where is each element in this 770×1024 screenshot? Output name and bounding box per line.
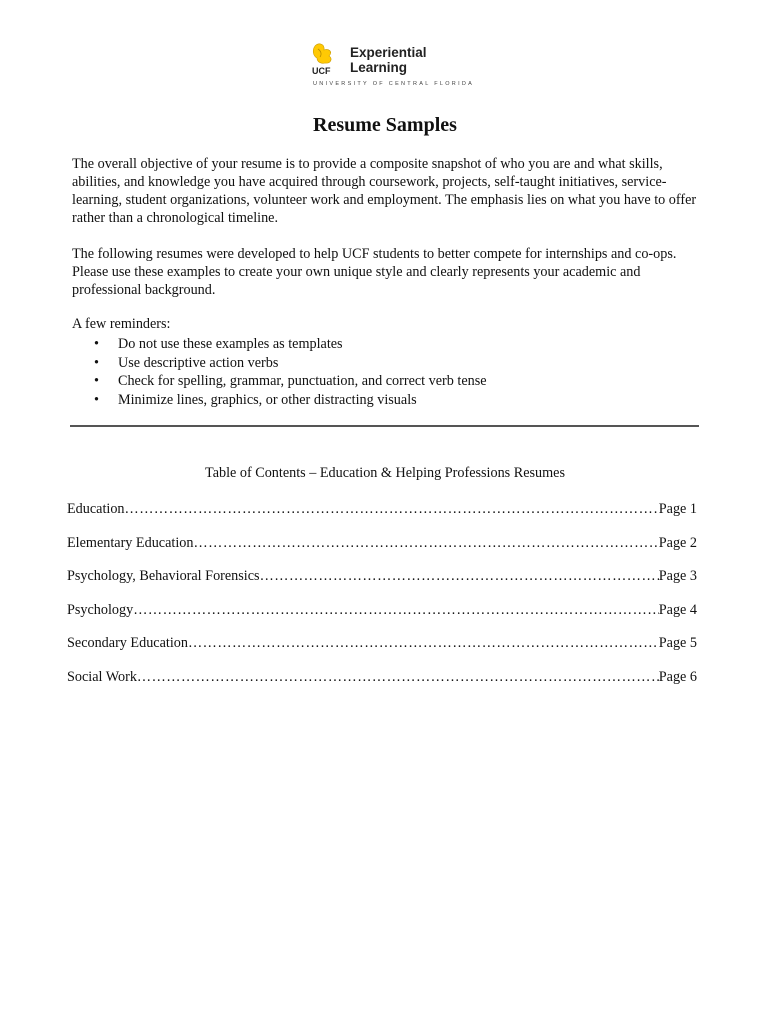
page-title: Resume Samples [313, 114, 457, 136]
toc-entry[interactable] [67, 568, 697, 602]
logo-ucf-text: UCF [312, 66, 331, 76]
toc-leader [260, 568, 659, 585]
logo-wordmark [350, 45, 427, 75]
ucf-experiential-learning-logo [309, 42, 475, 92]
logo-university-name: UNIVERSITY OF CENTRAL FLORIDA [313, 81, 475, 87]
toc-entry-page: Page 1 [658, 501, 697, 517]
toc-leader [125, 501, 659, 518]
toc-entry-label: Secondary Education [67, 635, 188, 651]
toc-leader [193, 535, 658, 552]
table-of-contents [67, 501, 697, 702]
toc-entry[interactable] [67, 501, 697, 535]
list-item: • Minimize lines, graphics, or other distracting visuals [72, 391, 487, 410]
toc-entry[interactable] [67, 602, 697, 636]
toc-entry[interactable] [67, 635, 697, 669]
toc-title: Table of Contents – Education & Helping Professions Resumes [205, 465, 565, 481]
reminders-list [72, 335, 487, 410]
toc-entry[interactable] [67, 535, 697, 569]
toc-leader [188, 635, 659, 652]
list-item: • Check for spelling, grammar, punctuation, and correct verb tense [72, 372, 487, 391]
logo-line-2: Learning [350, 60, 408, 75]
toc-leader [137, 669, 659, 686]
toc-entry-label: Psychology, Behavioral Forensics [67, 568, 260, 584]
toc-entry-label: Social Work [67, 668, 137, 685]
toc-entry-page: Page 4 [658, 601, 697, 618]
toc-entry-label: Education [67, 501, 125, 517]
intro-paragraph: The overall objective of your resume is to provide a composite snapshot of who you are and what skills, abilities, and knowledge you have acquired through coursework, projects, self-taught initiatives, service-learning, student organizations, volunteer work and employment. The emphasis lies on what you have to offer rather than a chronological timeline. [72, 156, 697, 226]
list-item: • Do not use these examples as templates [72, 335, 487, 354]
toc-entry-page: Page 3 [658, 568, 697, 584]
purpose-paragraph: The following resumes were developed to help UCF students to better compete for internships and co-ops. Please use these examples to create your own unique style and clearly represents your academic and professional background. [72, 246, 677, 298]
section-divider [70, 425, 699, 427]
toc-leader [133, 602, 659, 619]
reminders-heading: A few reminders: [72, 316, 171, 332]
toc-entry-page: Page 6 [658, 668, 697, 685]
list-item: • Use descriptive action verbs [72, 354, 487, 373]
toc-entry-label: Elementary Education [67, 534, 194, 551]
logo-line-1: Experiential [350, 45, 427, 60]
toc-entry[interactable] [67, 669, 697, 703]
toc-entry-page: Page 5 [658, 635, 697, 651]
toc-entry-page: Page 2 [658, 534, 697, 551]
toc-entry-label: Psychology [67, 601, 134, 618]
